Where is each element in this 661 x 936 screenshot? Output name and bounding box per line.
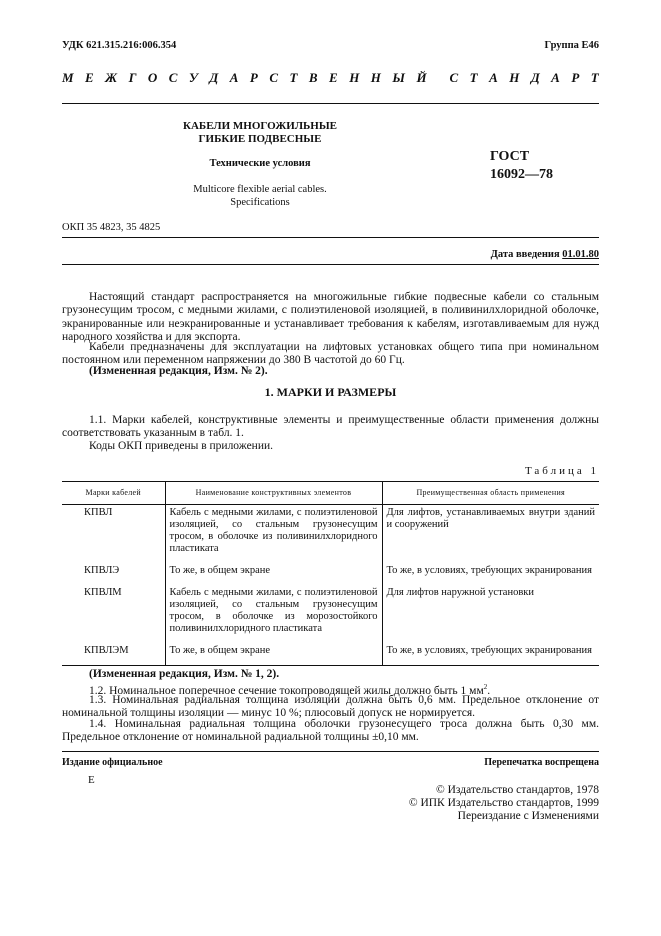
cell-elements: Кабель с медными жилами, с полиэтиленовой изоляцией, со стальным грузонесущим тросом, в оболочке из морозостойкого поливинилхлоридного пластиката: [165, 585, 382, 643]
reissue-note: Переиздание с Изменениями: [457, 810, 599, 822]
english-title: [150, 183, 370, 209]
heading-letter: Н: [509, 70, 520, 85]
heading-letter: А: [489, 70, 498, 85]
group-code: Группа Е46: [544, 40, 599, 51]
cell-mark: КПВЛЭМ: [62, 643, 165, 666]
cell-mark: КПВЛ: [84, 507, 113, 518]
table-row: [62, 505, 599, 564]
okp-codes: ОКП 35 4823, 35 4825: [62, 222, 161, 233]
heading-letter: Т: [289, 70, 298, 85]
section-1-heading: 1. МАРКИ И РАЗМЕРЫ: [264, 385, 397, 399]
heading-letter: Р: [249, 70, 258, 85]
heading-letter: Й: [416, 70, 427, 85]
heading-letter: В: [308, 70, 318, 85]
table-row: [62, 585, 599, 643]
clause-1-1-okp-note: Коды ОКП приведены в приложении.: [89, 440, 274, 452]
clause-1-2-superscript: 2: [483, 683, 488, 691]
cell-mark: КПВЛЭ: [84, 565, 120, 576]
gost-label: ГОСТ: [490, 149, 530, 164]
heading-letter: Д: [530, 70, 540, 85]
heading-letter: Р: [571, 70, 580, 85]
footer-rule: [62, 751, 599, 752]
cell-elements: Кабель с медными жилами, с полиэтиленовой изоляцией, со стальным грузонесущим тросом, в оболочке из поливинилхлоридного пластиката: [165, 505, 382, 564]
cell-area: Для лифтов наружной установки: [382, 585, 599, 643]
cell-mark: КПВЛМ: [84, 587, 122, 598]
intro-date-label: Дата введения: [490, 249, 563, 260]
interstate-standard-heading: [62, 70, 599, 86]
title-line-2: ГИБКИЕ ПОДВЕСНЫЕ: [198, 133, 322, 145]
heading-letter: Е: [329, 70, 338, 85]
cell-area: Для лифтов, устанавливаемых внутри зданий и сооружений: [382, 505, 599, 564]
copyright-1999: © ИПК Издательство стандартов, 1999: [408, 797, 599, 809]
header-application-area: Преимущественная область применения: [382, 482, 599, 505]
intro-paragraph-1: Настоящий стандарт распространяется на многожильные гибкие подвесные кабели со стальным грузонесущим тросом, с медными жилами, с полиэтиленовой изоляцией, в поливинилхлоридной оболочке, экранированные или неэкранированные и устанавливает требования к кабелям, изготавливаемым для нужд народного хозяйства и для экспорта.: [62, 291, 599, 343]
heading-letter: Н: [349, 70, 360, 85]
heading-letter: У: [188, 70, 198, 85]
copyright-1978: © Издательство стандартов, 1978: [435, 784, 599, 796]
heading-letter: С: [269, 70, 279, 85]
header-construction-elements: Наименование конструктивных элементов: [165, 482, 382, 505]
cell-elements: То же, в общем экране: [165, 563, 382, 585]
heading-letter: Н: [370, 70, 381, 85]
heading-letter: С: [168, 70, 178, 85]
intro-date: [491, 249, 599, 260]
intro-edit-note: (Измененная редакция, Изм. № 2).: [89, 365, 268, 377]
table-row: [62, 563, 599, 585]
date-rule: [62, 264, 599, 265]
gost-code: 16092—78: [490, 167, 553, 182]
heading-letter: Д: [209, 70, 219, 85]
heading-letter: С: [449, 70, 459, 85]
footer-row: [62, 757, 599, 768]
heading-letter: Ы: [392, 70, 405, 85]
heading-letter: О: [147, 70, 158, 85]
clause-1-2-end: .: [487, 684, 491, 697]
edition-letter: Е: [88, 774, 95, 786]
subtitle: Технические условия: [209, 158, 311, 169]
heading-letter: Т: [590, 70, 599, 85]
intro-date-value: 01.01.80: [562, 249, 599, 260]
heading-letter: М: [62, 70, 74, 85]
title-block: [150, 120, 370, 209]
heading-letter: Е: [85, 70, 94, 85]
official-edition: Издание официальное: [62, 757, 163, 768]
table-label: Таблица 1: [524, 465, 599, 477]
cable-marks-table: [62, 481, 599, 666]
cell-elements: То же, в общем экране: [165, 643, 382, 666]
heading-letter: Ж: [105, 70, 118, 85]
reprint-prohibited: Перепечатка воспрещена: [484, 757, 599, 768]
intro-paragraph-2: Кабели предназначены для эксплуатации на лифтовых установках общего типа при номинальном постоянном или переменном напряжении до 380 В частотой до 60 Гц.: [62, 341, 599, 367]
header-rule: [62, 103, 599, 104]
heading-letter: А: [229, 70, 239, 85]
clause-1-4: 1.4. Номинальная радиальная толщина оболочки грузонесущего троса должна быть 0,30 мм. Предельное отклонение от номинальной радиальной толщины ±0,10 мм.: [62, 718, 599, 744]
table-row: [62, 643, 599, 666]
copyright-block: [409, 784, 599, 823]
gost-number: [490, 148, 553, 184]
clause-1-3: 1.3. Номинальная радиальная толщина изоляции должна быть 0,6 мм. Предельное отклонение от номинальной толщины изоляции — минус 10 %; плюсовый допуск не нормируется.: [62, 694, 599, 720]
heading-letter: Г: [128, 70, 137, 85]
table-header-row: [62, 482, 599, 505]
title-line-1: КАБЕЛИ МНОГОЖИЛЬНЫЕ: [183, 120, 337, 132]
heading-letter: Т: [469, 70, 478, 85]
cell-area: То же, в условиях, требующих экранирования: [382, 643, 599, 666]
english-title-line-2: Specifications: [230, 197, 290, 208]
udk-code: УДК 621.315.216:006.354: [62, 40, 177, 51]
okp-rule: [62, 237, 599, 238]
header-cable-marks: Марки кабелей: [62, 482, 165, 505]
table-edit-note: (Измененная редакция, Изм. № 1, 2).: [89, 668, 280, 680]
english-title-line-1: Multicore flexible aerial cables.: [193, 184, 327, 195]
clause-1-2-text: 1.2. Номинальное поперечное сечение токопроводящей жилы должно быть 1 мм: [89, 684, 484, 697]
clause-1-1: 1.1. Марки кабелей, конструктивные элементы и преимущественные области применения должны соответствовать указанным в табл. 1.: [62, 414, 599, 440]
heading-letter: А: [551, 70, 560, 85]
cell-area: То же, в условиях, требующих экранирования: [382, 563, 599, 585]
